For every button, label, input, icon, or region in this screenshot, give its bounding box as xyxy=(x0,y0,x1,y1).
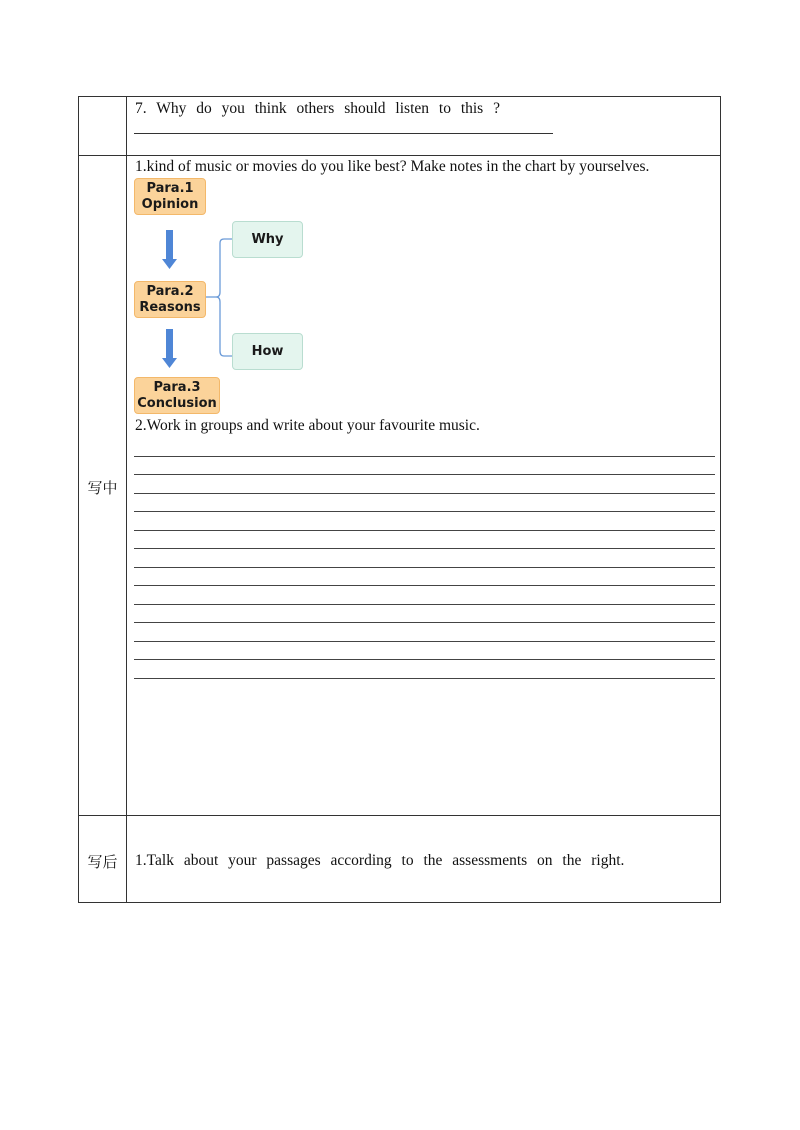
row-divider xyxy=(79,815,720,816)
writing-line[interactable] xyxy=(134,474,715,475)
writing-line[interactable] xyxy=(134,530,715,531)
why-box xyxy=(232,221,303,258)
how-box xyxy=(232,333,303,370)
writing-line[interactable] xyxy=(134,659,715,660)
writing-line[interactable] xyxy=(134,548,715,549)
bracket-connector xyxy=(206,239,232,356)
task-1-instruction: 1.kind of music or movies do you like best? Make notes in the chart by yourselves. xyxy=(135,158,650,175)
para-2-box xyxy=(134,281,206,318)
para-3-title: Para.3 xyxy=(153,379,201,395)
para-2-title: Para.2 xyxy=(146,283,194,299)
how-label: How xyxy=(251,343,284,359)
worksheet-table xyxy=(78,96,721,903)
arrow-down-1 xyxy=(162,230,177,269)
section-label-post-writing: 写后 xyxy=(87,853,118,871)
arrow-down-2 xyxy=(162,329,177,368)
post-writing-task: 1.Talk about your passages according to the assessments on the right. xyxy=(135,852,625,869)
para-1-title: Para.1 xyxy=(146,180,194,196)
writing-line[interactable] xyxy=(134,585,715,586)
writing-line[interactable] xyxy=(134,641,715,642)
para-3-box xyxy=(134,377,220,414)
para-1-sub: Opinion xyxy=(141,196,199,212)
para-2-sub: Reasons xyxy=(139,299,201,315)
writing-line[interactable] xyxy=(134,493,715,494)
para-3-sub: Conclusion xyxy=(137,395,217,411)
para-1-box xyxy=(134,178,206,215)
writing-line[interactable] xyxy=(134,678,715,679)
writing-line[interactable] xyxy=(134,622,715,623)
section-label-while-writing: 写中 xyxy=(87,479,118,497)
why-label: Why xyxy=(251,231,284,247)
writing-line[interactable] xyxy=(134,456,715,457)
writing-line[interactable] xyxy=(134,604,715,605)
writing-line[interactable] xyxy=(134,511,715,512)
task-2-instruction: 2.Work in groups and write about your favourite music. xyxy=(135,417,480,434)
question-7: 7. Why do you think others should listen to this ? xyxy=(135,100,500,117)
writing-line[interactable] xyxy=(134,567,715,568)
